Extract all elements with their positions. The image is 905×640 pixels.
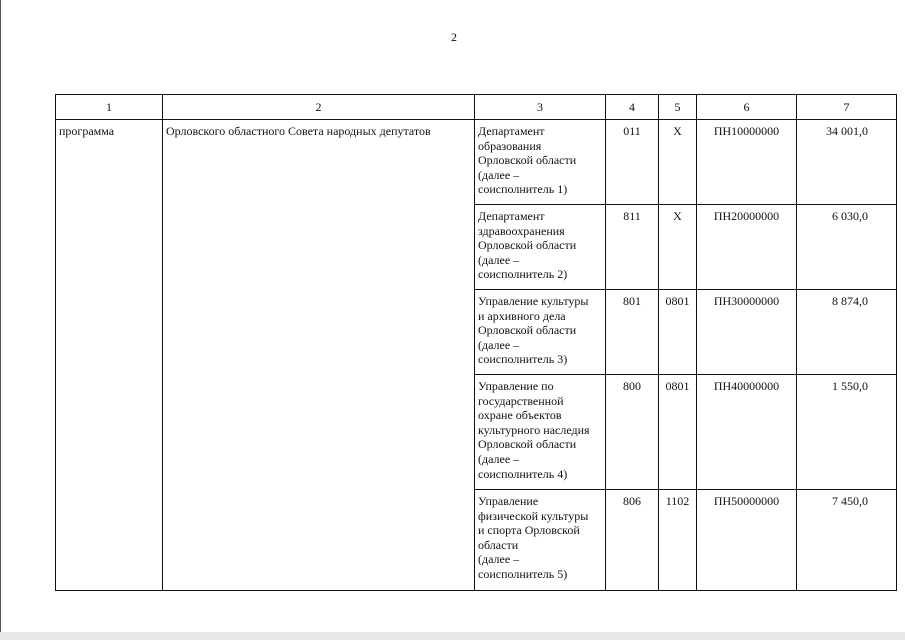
amount-cell: 7 450,0	[797, 490, 897, 591]
column-header-4: 4	[606, 95, 659, 120]
executor-cell: Управление по государственной охране объектов культурного наследия Орловской области (далее – соисполнитель 4)	[475, 375, 606, 490]
page-number: 2	[451, 30, 457, 44]
column-header-2: 2	[163, 95, 475, 120]
column-header-5: 5	[659, 95, 697, 120]
executor-cell: Департамент образования Орловской области (далее – соисполнитель 1)	[475, 120, 606, 205]
code-5-cell: Х	[659, 120, 697, 205]
column-header-1: 1	[56, 95, 163, 120]
code-4-cell: 806	[606, 490, 659, 591]
column-header-6: 6	[697, 95, 797, 120]
table-row	[56, 120, 897, 205]
code-4-cell: 801	[606, 290, 659, 375]
table-header-row	[56, 95, 897, 120]
code-5-cell: 0801	[659, 290, 697, 375]
code-4-cell: 800	[606, 375, 659, 490]
executor-cell: Управление физической культуры и спорта Орловской области (далее – соисполнитель 5)	[475, 490, 606, 591]
column-header-3: 3	[475, 95, 606, 120]
page-bottom-edge	[0, 632, 905, 640]
page-left-edge	[0, 0, 1, 640]
amount-cell: 8 874,0	[797, 290, 897, 375]
program-description-cell: Орловского областного Совета народных депутатов	[163, 120, 475, 591]
program-label-cell: программа	[56, 120, 163, 591]
column-header-7: 7	[797, 95, 897, 120]
code-6-cell: ПН10000000	[697, 120, 797, 205]
amount-cell: 1 550,0	[797, 375, 897, 490]
code-5-cell: 0801	[659, 375, 697, 490]
budget-table	[55, 94, 897, 591]
code-5-cell: 1102	[659, 490, 697, 591]
amount-cell: 6 030,0	[797, 205, 897, 290]
amount-cell: 34 001,0	[797, 120, 897, 205]
executor-cell: Управление культуры и архивного дела Орловской области (далее – соисполнитель 3)	[475, 290, 606, 375]
code-6-cell: ПН50000000	[697, 490, 797, 591]
code-4-cell: 011	[606, 120, 659, 205]
executor-cell: Департамент здравоохранения Орловской области (далее – соисполнитель 2)	[475, 205, 606, 290]
code-6-cell: ПН20000000	[697, 205, 797, 290]
code-4-cell: 811	[606, 205, 659, 290]
code-5-cell: Х	[659, 205, 697, 290]
code-6-cell: ПН30000000	[697, 290, 797, 375]
code-6-cell: ПН40000000	[697, 375, 797, 490]
